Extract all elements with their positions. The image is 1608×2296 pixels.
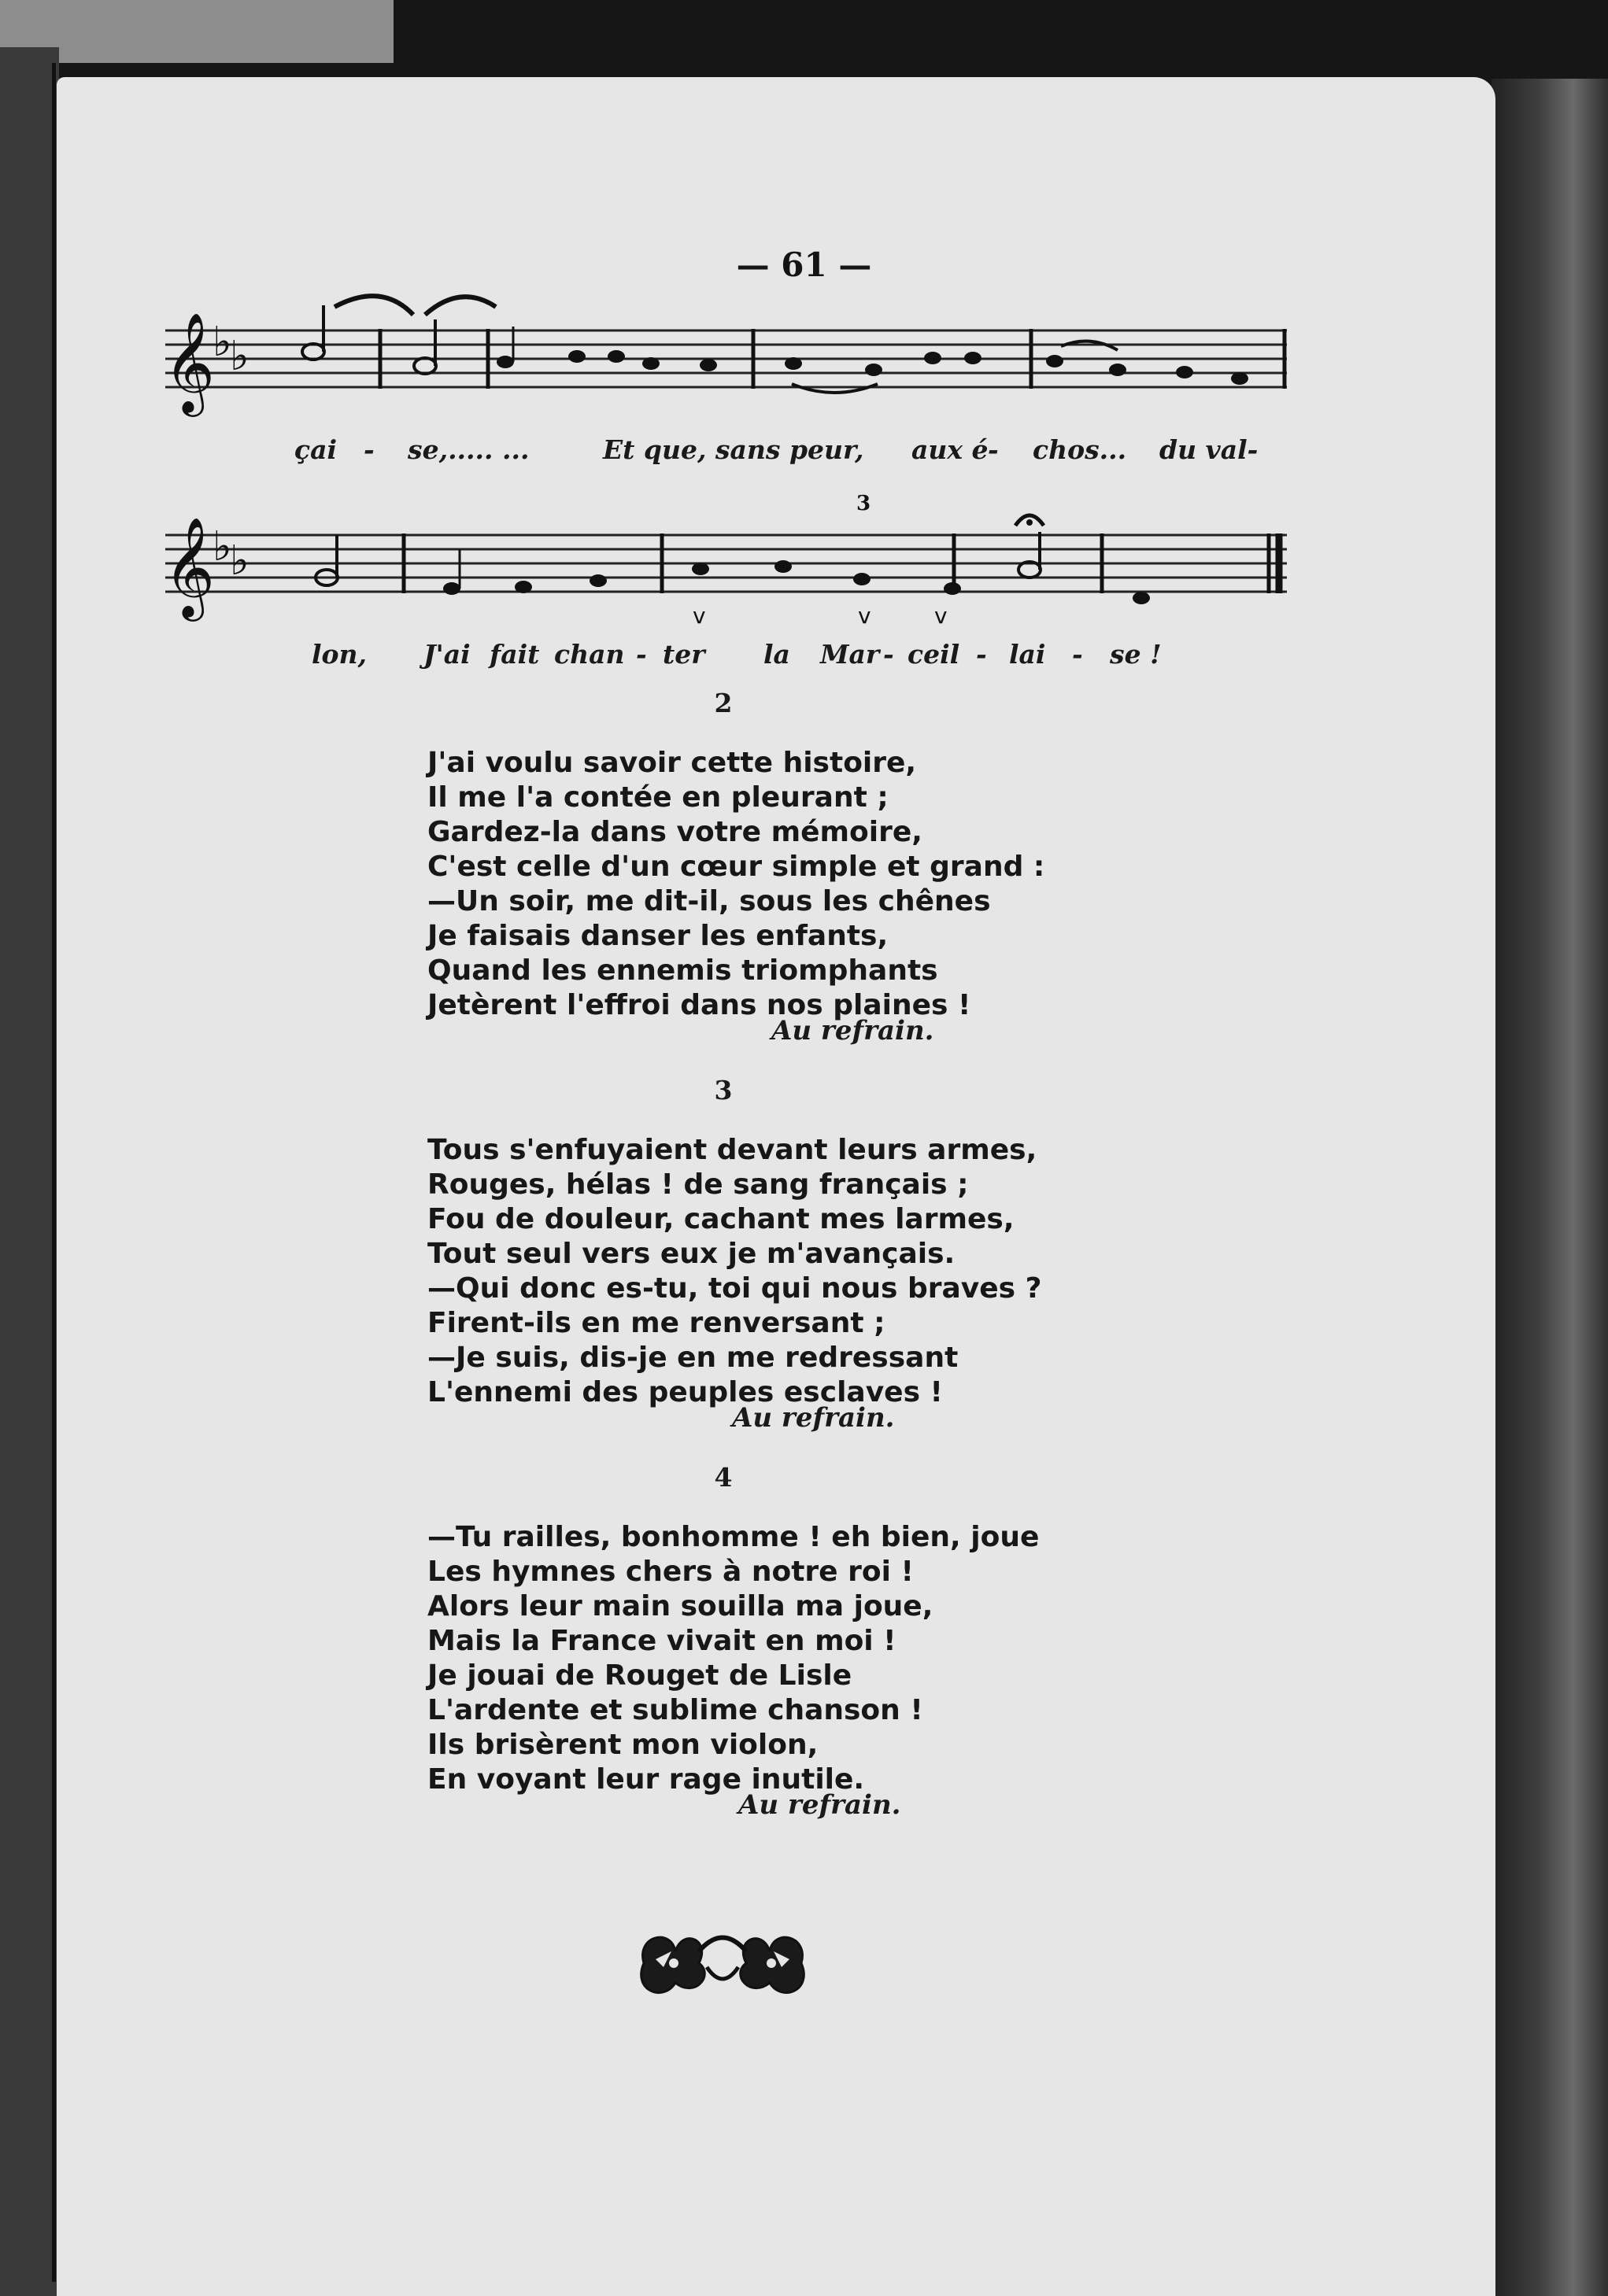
verse-line: L'ardente et sublime chanson !	[427, 1694, 923, 1726]
syllable: chan	[554, 639, 625, 670]
syllable: se !	[1110, 639, 1162, 670]
verse-line: —Un soir, me dit-il, sous les chênes	[427, 885, 991, 917]
lyrics-row-2	[157, 639, 1291, 678]
svg-text:♭: ♭	[230, 333, 250, 380]
verse-line: Mais la France vivait en moi !	[427, 1625, 896, 1657]
verse-line: Je faisais danser les enfants,	[427, 920, 889, 952]
svg-text:♭: ♭	[213, 319, 232, 366]
scan-border-left	[0, 47, 59, 2296]
svg-text:v: v	[858, 603, 871, 629]
stanza-number: 3	[714, 1075, 733, 1106]
syllable: çai	[294, 434, 338, 465]
syllable: J'ai	[423, 639, 471, 670]
syllable: -	[976, 639, 987, 670]
syllable: ter	[663, 639, 705, 670]
stanza-3	[427, 1133, 1057, 1410]
verse-line: Jetèrent l'effroi dans nos plaines !	[427, 989, 971, 1021]
syllable: lon,	[312, 639, 368, 670]
stanza-2	[427, 746, 1057, 1023]
syllable: lai	[1009, 639, 1046, 670]
verse-line: J'ai voulu savoir cette histoire,	[427, 747, 917, 779]
svg-text:𝄞: 𝄞	[164, 312, 216, 412]
refrain-note: Au refrain.	[771, 1015, 934, 1046]
verse-line: Tout seul vers eux je m'avançais.	[427, 1238, 956, 1270]
verse-line: Firent-ils en me renversant ;	[427, 1307, 885, 1339]
verse-line: Ils brisèrent mon violon,	[427, 1729, 819, 1761]
verse-line: C'est celle d'un cœur simple et grand :	[427, 851, 1045, 883]
stanza-4	[427, 1520, 1057, 1797]
refrain-note: Au refrain.	[738, 1789, 901, 1821]
verse-line: —Je suis, dis-je en me redressant	[427, 1342, 959, 1374]
floral-ornament-icon	[628, 1920, 817, 2006]
syllable: Mar	[820, 639, 880, 670]
syllable: -	[1072, 639, 1083, 670]
verse-line: L'ennemi des peuples esclaves !	[427, 1376, 943, 1408]
syllable: fait	[490, 639, 540, 670]
music-staff-row-1	[157, 283, 1291, 464]
verse-line: —Tu railles, bonhomme ! eh bien, joue	[427, 1521, 1040, 1553]
verse-line: Fou de douleur, cachant mes larmes,	[427, 1203, 1015, 1235]
verse-line: Tous s'enfuyaient devant leurs armes,	[427, 1134, 1037, 1166]
syllable: se,..... ...	[408, 434, 530, 465]
verse-line: Rouges, hélas ! de sang français ;	[427, 1168, 969, 1201]
music-staff-row-2	[157, 488, 1291, 669]
verse-line: Alors leur main souilla ma joue,	[427, 1590, 933, 1622]
svg-text:v: v	[693, 603, 706, 629]
syllable: ceil	[908, 639, 960, 670]
syllable: du val-	[1159, 434, 1259, 465]
page-binding-edge	[52, 63, 56, 2282]
syllable: chos...	[1033, 434, 1127, 465]
svg-text:v: v	[934, 603, 948, 629]
stanza-number: 2	[714, 688, 733, 718]
svg-text:♭: ♭	[230, 537, 250, 585]
scan-border-right	[1492, 79, 1608, 2296]
staff-notation-2	[157, 488, 1291, 637]
lyrics-row-1	[157, 434, 1291, 474]
syllable: Et que, sans peur,	[603, 434, 864, 465]
verse-line: Je jouai de Rouget de Lisle	[427, 1659, 852, 1692]
syllable: -	[364, 434, 375, 465]
scan-border-top-light	[0, 0, 394, 63]
syllable: aux é	[911, 434, 989, 465]
verse-line: Quand les ennemis triomphants	[427, 954, 938, 987]
syllable: la	[763, 639, 790, 670]
svg-text:♭: ♭	[213, 523, 232, 570]
verse-line: En voyant leur rage inutile.	[427, 1763, 865, 1796]
syllable: -	[636, 639, 647, 670]
verse-line: Les hymnes chers à notre roi !	[427, 1556, 914, 1588]
verse-line: Il me l'a contée en pleurant ;	[427, 781, 889, 814]
syllable: -	[988, 434, 999, 465]
syllable: -	[883, 639, 894, 670]
fingering-mark: 3	[856, 492, 871, 515]
svg-text:𝄞: 𝄞	[164, 516, 216, 617]
staff-notation-1	[157, 283, 1291, 433]
verse-line: —Qui donc es-tu, toi qui nous braves ?	[427, 1272, 1042, 1305]
page-number: — 61 —	[736, 245, 872, 284]
refrain-note: Au refrain.	[732, 1402, 895, 1434]
stanza-number: 4	[714, 1462, 733, 1493]
verse-line: Gardez-la dans votre mémoire,	[427, 816, 922, 848]
